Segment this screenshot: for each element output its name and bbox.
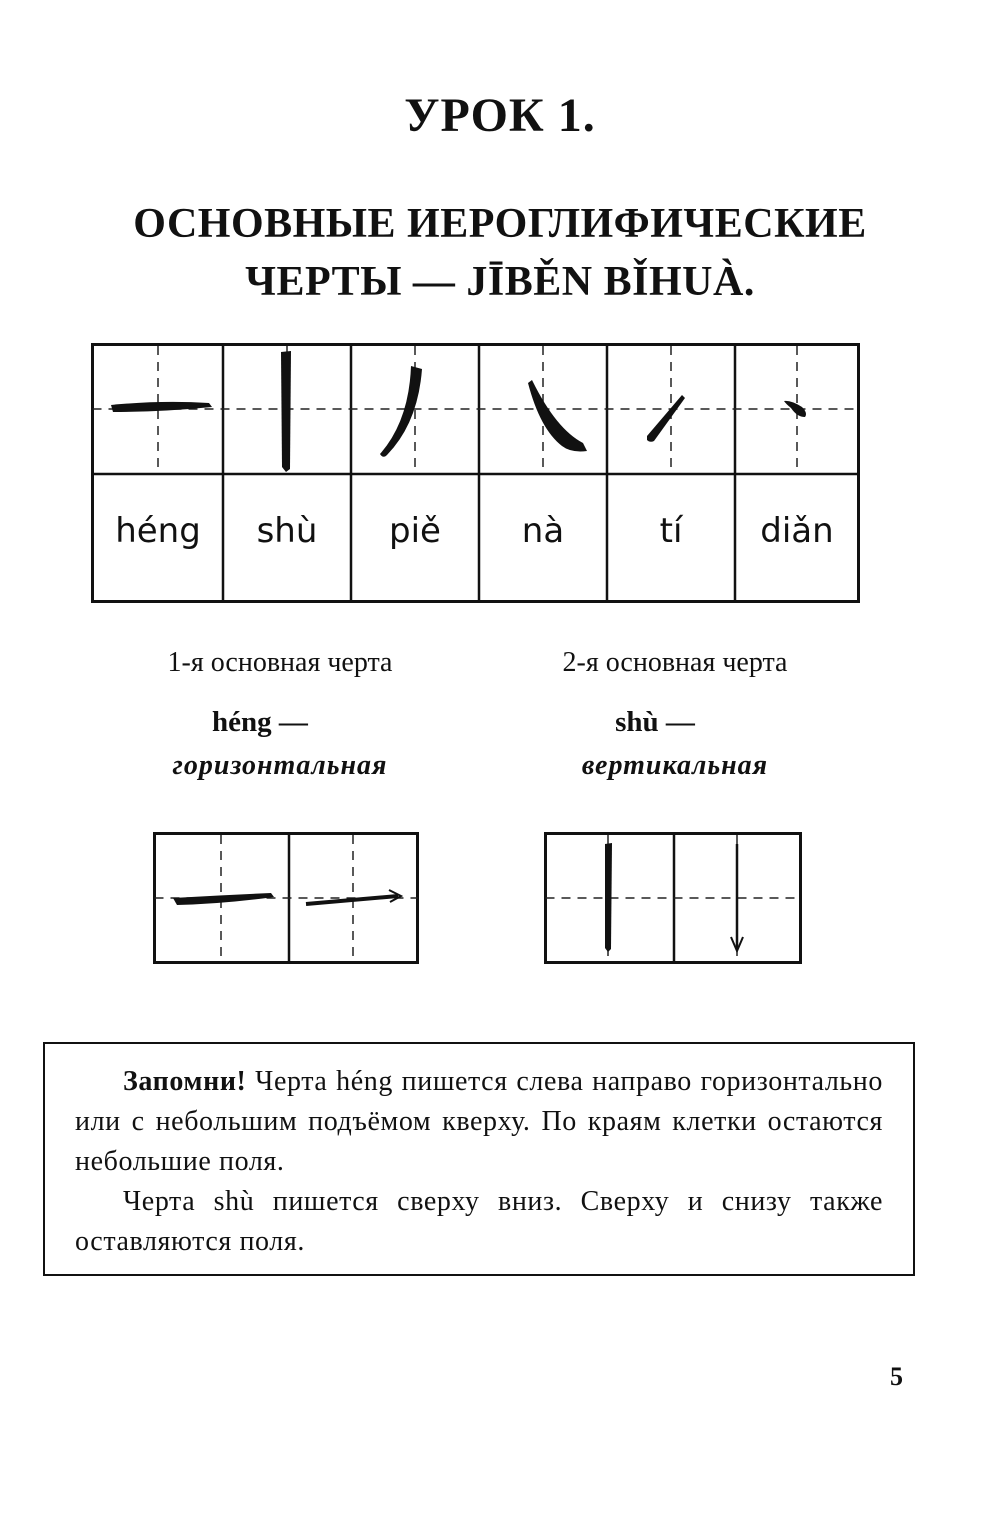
stroke-table bbox=[91, 343, 860, 603]
stroke-pinyin: nà bbox=[521, 511, 565, 551]
heng-stroke-icon bbox=[173, 893, 274, 905]
shu-heading: 2-я основная черта bbox=[562, 647, 788, 678]
section-title bbox=[60, 195, 940, 311]
guide-lines bbox=[93, 346, 859, 472]
stroke-pinyin: shù bbox=[256, 511, 318, 551]
shu-description: вертикальная bbox=[581, 750, 769, 781]
shu-practice-grid bbox=[544, 832, 802, 964]
stroke-pinyin: héng bbox=[115, 511, 201, 551]
na-stroke-icon bbox=[528, 380, 587, 451]
remember-paragraph-2: Черта shù пишется сверху вниз. Сверху и снизу также оставляются поля. bbox=[75, 1186, 883, 1257]
stroke-pinyin: piě bbox=[389, 511, 441, 551]
heng-stroke-icon bbox=[111, 402, 212, 412]
stroke-pinyin: diǎn bbox=[760, 511, 834, 551]
remember-label: Запомни! bbox=[123, 1066, 247, 1097]
heng-practice-grid bbox=[153, 832, 419, 964]
heng-description: горизонтальная bbox=[172, 750, 388, 781]
lesson-title: УРОК 1. bbox=[404, 89, 596, 142]
shu-stroke-icon bbox=[605, 843, 612, 952]
remember-paragraph-1 bbox=[75, 1062, 883, 1182]
section-title-line-1: ОСНОВНЫЕ ИЕРОГЛИФИЧЕСКИЕ bbox=[133, 201, 867, 247]
stroke-pinyin: tí bbox=[659, 511, 683, 551]
section-title-line-2: ЧЕРТЫ — JĪBĚN BǏHUÀ. bbox=[245, 259, 755, 305]
page-number: 5 bbox=[890, 1362, 903, 1391]
ti-stroke-icon bbox=[647, 395, 685, 442]
remember-text-1: Черта héng пишется слева направо горизонтально или с небольшим подъёмом кверху. По краям клетки остаются небольшие поля. bbox=[75, 1066, 883, 1177]
shu-stroke-icon bbox=[281, 351, 291, 472]
remember-box bbox=[43, 1042, 915, 1276]
heng-heading: 1-я основная черта bbox=[167, 647, 393, 678]
heng-name: héng — bbox=[212, 706, 308, 738]
shu-name: shù — bbox=[615, 706, 695, 738]
